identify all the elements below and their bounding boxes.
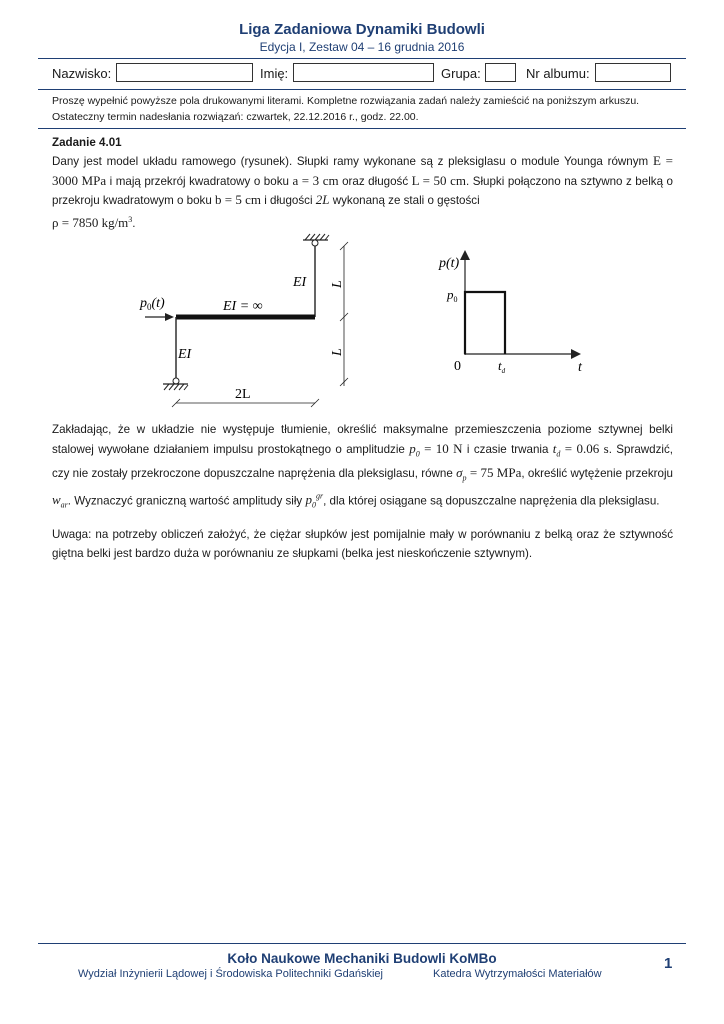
page-number: 1 — [664, 955, 673, 972]
footer-department: Katedra Wytrzymałości Materiałów — [433, 968, 602, 980]
y-axis-arrow — [460, 250, 470, 260]
form-divider — [38, 89, 686, 90]
group-field[interactable] — [485, 63, 516, 82]
impulse-pulse — [465, 292, 505, 354]
top-support-hatch — [305, 234, 329, 240]
instructions-line-1: Proszę wypełnić powyższe pola drukowanymi literami. Kompletne rozwiązania zadań należy zamieścić na poniższym arkuszu. — [52, 95, 640, 107]
footer-faculty: Wydział Inżynierii Lądowej i Środowiska Politechniki Gdańskiej — [78, 968, 383, 980]
impulse-diagram — [432, 245, 592, 380]
surname-label: Nazwisko: — [52, 66, 112, 81]
album-field[interactable] — [595, 63, 671, 82]
label-span: 2L — [235, 387, 251, 402]
x-axis-arrow — [571, 349, 581, 359]
bottom-hinge — [173, 378, 179, 384]
duration-td: $t_d$ — [552, 440, 561, 459]
task-paragraph-2: Zakładając, że w układzie nie występuje tłumienie, określić maksymalne przemieszczenia poziome sztywnej belki stalowej wywołane działaniem impulsu prostokątnego o amplitudzie $p_0 = 10$ N i czasie trwania $t_d = 0.06$ s. Sprawdzić, czy nie zostały przekroczone dopuszczalne naprężenia dla pleksiglasu, równe $\sigma_p = 75$ MPa, określić wytężenie przekroju $w_{ar}$. Wyznaczyć graniczną wartość amplitudy siły $p_0^{gr}$, dla której osiągane są dopuszczalne naprężenia dla pleksiglasu. — [52, 423, 673, 510]
beam-side: b = 5 cm — [215, 192, 261, 207]
footer-divider — [38, 943, 686, 944]
document-title: Liga Zadaniowa Dynamiki Budowli — [239, 21, 485, 38]
footer-title: Koło Naukowe Mechaniki Budowli KoMBo — [227, 951, 497, 966]
header-divider — [38, 58, 686, 59]
task-paragraph-1: Dany jest model układu ramowego (rysunek). Słupki ramy wykonane są z pleksiglasu o module Younga równym E = 3000 MPa i mają przekrój kwadratowy o boku a = 3 cm oraz długość L = 50 cm. Słupki połączono na sztywno z belką o przekroju kwadratowym o boku b = 5 cm i długości 2L wykonaną ze stali o gęstości ρ = 7850 $kg/m^3$. — [52, 153, 673, 230]
impulse-origin: 0 — [454, 359, 461, 374]
document-subtitle: Edycja I, Zestaw 04 – 16 grudnia 2016 — [259, 40, 465, 54]
label-EI-beam: EI = ∞ — [223, 299, 263, 314]
album-label: Nr albumu: — [526, 66, 590, 81]
instructions-divider — [38, 128, 686, 129]
young-modulus: E = 3000 MPa — [52, 153, 673, 188]
impulse-td-label: $t_d$ — [498, 358, 506, 375]
frame-diagram — [135, 230, 365, 415]
load-arrow-head — [165, 313, 174, 321]
name-label: Imię: — [260, 66, 289, 81]
instructions-line-2: Ostateczny termin nadesłania rozwiązań: czwartek, 22.12.2016 r., godz. 22.00. — [52, 111, 419, 123]
label-EI-top: EI — [293, 275, 307, 290]
steel-density: ρ = 7850 kg/m — [52, 214, 129, 230]
bottom-support-hatch — [164, 384, 188, 390]
task-note: Uwaga: na potrzeby obliczeń założyć, że ciężar słupków jest pomijalnie mały w porównaniu z belką oraz że sztywność giętna belki jest bardzo duża w porównaniu ze słupkami (belka jest nieskończenie sztywnym). — [52, 528, 673, 560]
label-EI-left: EI — [178, 347, 192, 362]
column-length: L = 50 cm — [411, 172, 466, 188]
group-label: Grupa: — [441, 66, 481, 81]
load-label: $p_0(t)$ — [140, 296, 165, 312]
impulse-amplitude-label: $p_0$ — [447, 287, 458, 304]
amplitude-p0: $p_0$ — [409, 440, 420, 459]
column-side: a = 3 cm — [292, 172, 339, 188]
section-utilization: $w_{ar}$ — [52, 492, 68, 510]
top-hinge — [312, 240, 318, 246]
label-L-bottom: L — [330, 348, 345, 356]
impulse-xlabel: t — [578, 360, 582, 375]
limit-amplitude: $p_0^{gr}$ — [305, 491, 324, 510]
beam-length: 2L — [315, 192, 330, 207]
name-field[interactable] — [293, 63, 434, 82]
allowable-stress: $\sigma_p$ — [456, 464, 467, 483]
impulse-ylabel: p(t) — [439, 256, 460, 271]
surname-field[interactable] — [116, 63, 253, 82]
task-heading: Zadanie 4.01 — [52, 136, 122, 149]
label-L-top: L — [330, 280, 345, 288]
